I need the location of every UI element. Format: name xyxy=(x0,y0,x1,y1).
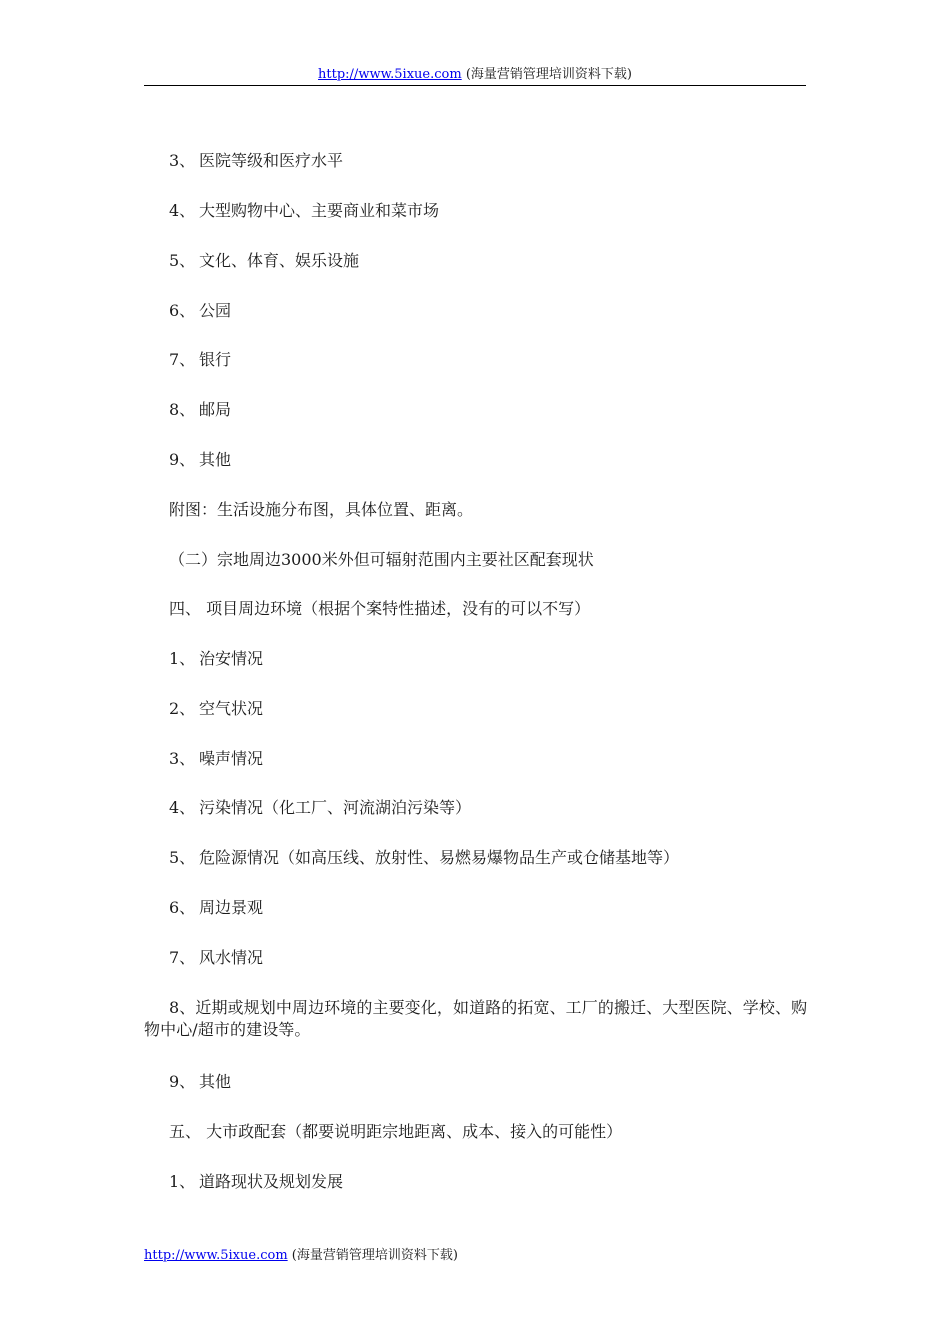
item-number: 6、 xyxy=(169,898,196,917)
item-number: 7、 xyxy=(169,350,196,369)
item-text: 大型购物中心、主要商业和菜市场 xyxy=(199,201,440,220)
item-number: 1、 xyxy=(169,1172,196,1191)
list-item xyxy=(169,201,439,221)
list-item xyxy=(169,699,263,719)
item-text: 污染情况（化工厂、河流湖泊污染等） xyxy=(199,798,472,817)
item-text: （二）宗地周边3000米外但可辐射范围内主要社区配套现状 xyxy=(169,550,594,569)
header-link[interactable]: http://www.5ixue.com xyxy=(318,67,462,82)
item-text: 道路现状及规划发展 xyxy=(199,1172,344,1191)
list-item xyxy=(169,948,263,968)
list-item xyxy=(169,450,231,470)
item-number: 6、 xyxy=(169,301,196,320)
list-item xyxy=(169,798,471,818)
item-number: 5、 xyxy=(169,848,196,867)
list-item xyxy=(169,1072,231,1092)
section-heading xyxy=(169,1122,622,1142)
item-number: 四、 xyxy=(169,599,202,618)
item-number: 2、 xyxy=(169,699,196,718)
page-header xyxy=(144,66,806,84)
list-item xyxy=(169,749,263,769)
item-text: 治安情况 xyxy=(199,649,264,668)
header-note: (海量营销管理培训资料下载) xyxy=(461,67,632,82)
item-number: 3、 xyxy=(169,749,196,768)
list-item xyxy=(169,301,231,321)
item-text: 医院等级和医疗水平 xyxy=(199,151,344,170)
item-number: 4、 xyxy=(169,798,196,817)
item-text: 附图：生活设施分布图，具体位置、距离。 xyxy=(169,500,474,519)
item-number: 8、 xyxy=(169,400,196,419)
list-item xyxy=(169,898,263,918)
list-item xyxy=(169,848,679,868)
item-text: 危险源情况（如高压线、放射性、易燃易爆物品生产或仓储基地等） xyxy=(199,848,680,867)
footer-link[interactable]: http://www.5ixue.com xyxy=(144,1248,288,1263)
header-rule xyxy=(144,85,806,86)
item-text: 文化、体育、娱乐设施 xyxy=(199,251,360,270)
section-heading xyxy=(169,599,590,619)
item-number: 9、 xyxy=(169,1072,196,1091)
item-text: 邮局 xyxy=(199,400,232,419)
list-item xyxy=(169,649,263,669)
list-item xyxy=(169,400,231,420)
paragraph-changes: 8、近期或规划中周边环境的主要变化，如道路的拓宽、工厂的搬迁、大型医院、学校、购物中心/超市的建设等。 xyxy=(144,998,808,1039)
item-number: 1、 xyxy=(169,649,196,668)
item-number: 五、 xyxy=(169,1122,202,1141)
item-number: 9、 xyxy=(169,450,196,469)
item-text: 其他 xyxy=(199,1072,232,1091)
item-text: 大市政配套（都要说明距宗地距离、成本、接入的可能性） xyxy=(201,1122,623,1141)
footer-note: (海量营销管理培训资料下载) xyxy=(287,1248,458,1263)
item-number: 7、 xyxy=(169,948,196,967)
section-heading xyxy=(169,550,594,570)
item-text: 周边景观 xyxy=(199,898,264,917)
page-footer xyxy=(144,1247,458,1265)
list-item xyxy=(169,151,343,171)
list-item xyxy=(169,251,359,271)
item-text: 银行 xyxy=(199,350,232,369)
item-number: 5、 xyxy=(169,251,196,270)
item-text: 公园 xyxy=(199,301,232,320)
item-text: 空气状况 xyxy=(199,699,264,718)
item-number: 4、 xyxy=(169,201,196,220)
item-text: 风水情况 xyxy=(199,948,264,967)
item-text: 其他 xyxy=(199,450,232,469)
list-item xyxy=(169,1172,343,1192)
list-item xyxy=(169,350,231,370)
figure-note xyxy=(169,500,473,520)
item-number: 3、 xyxy=(169,151,196,170)
item-text: 项目周边环境（根据个案特性描述，没有的可以不写） xyxy=(201,599,591,618)
item-text: 噪声情况 xyxy=(199,749,264,768)
